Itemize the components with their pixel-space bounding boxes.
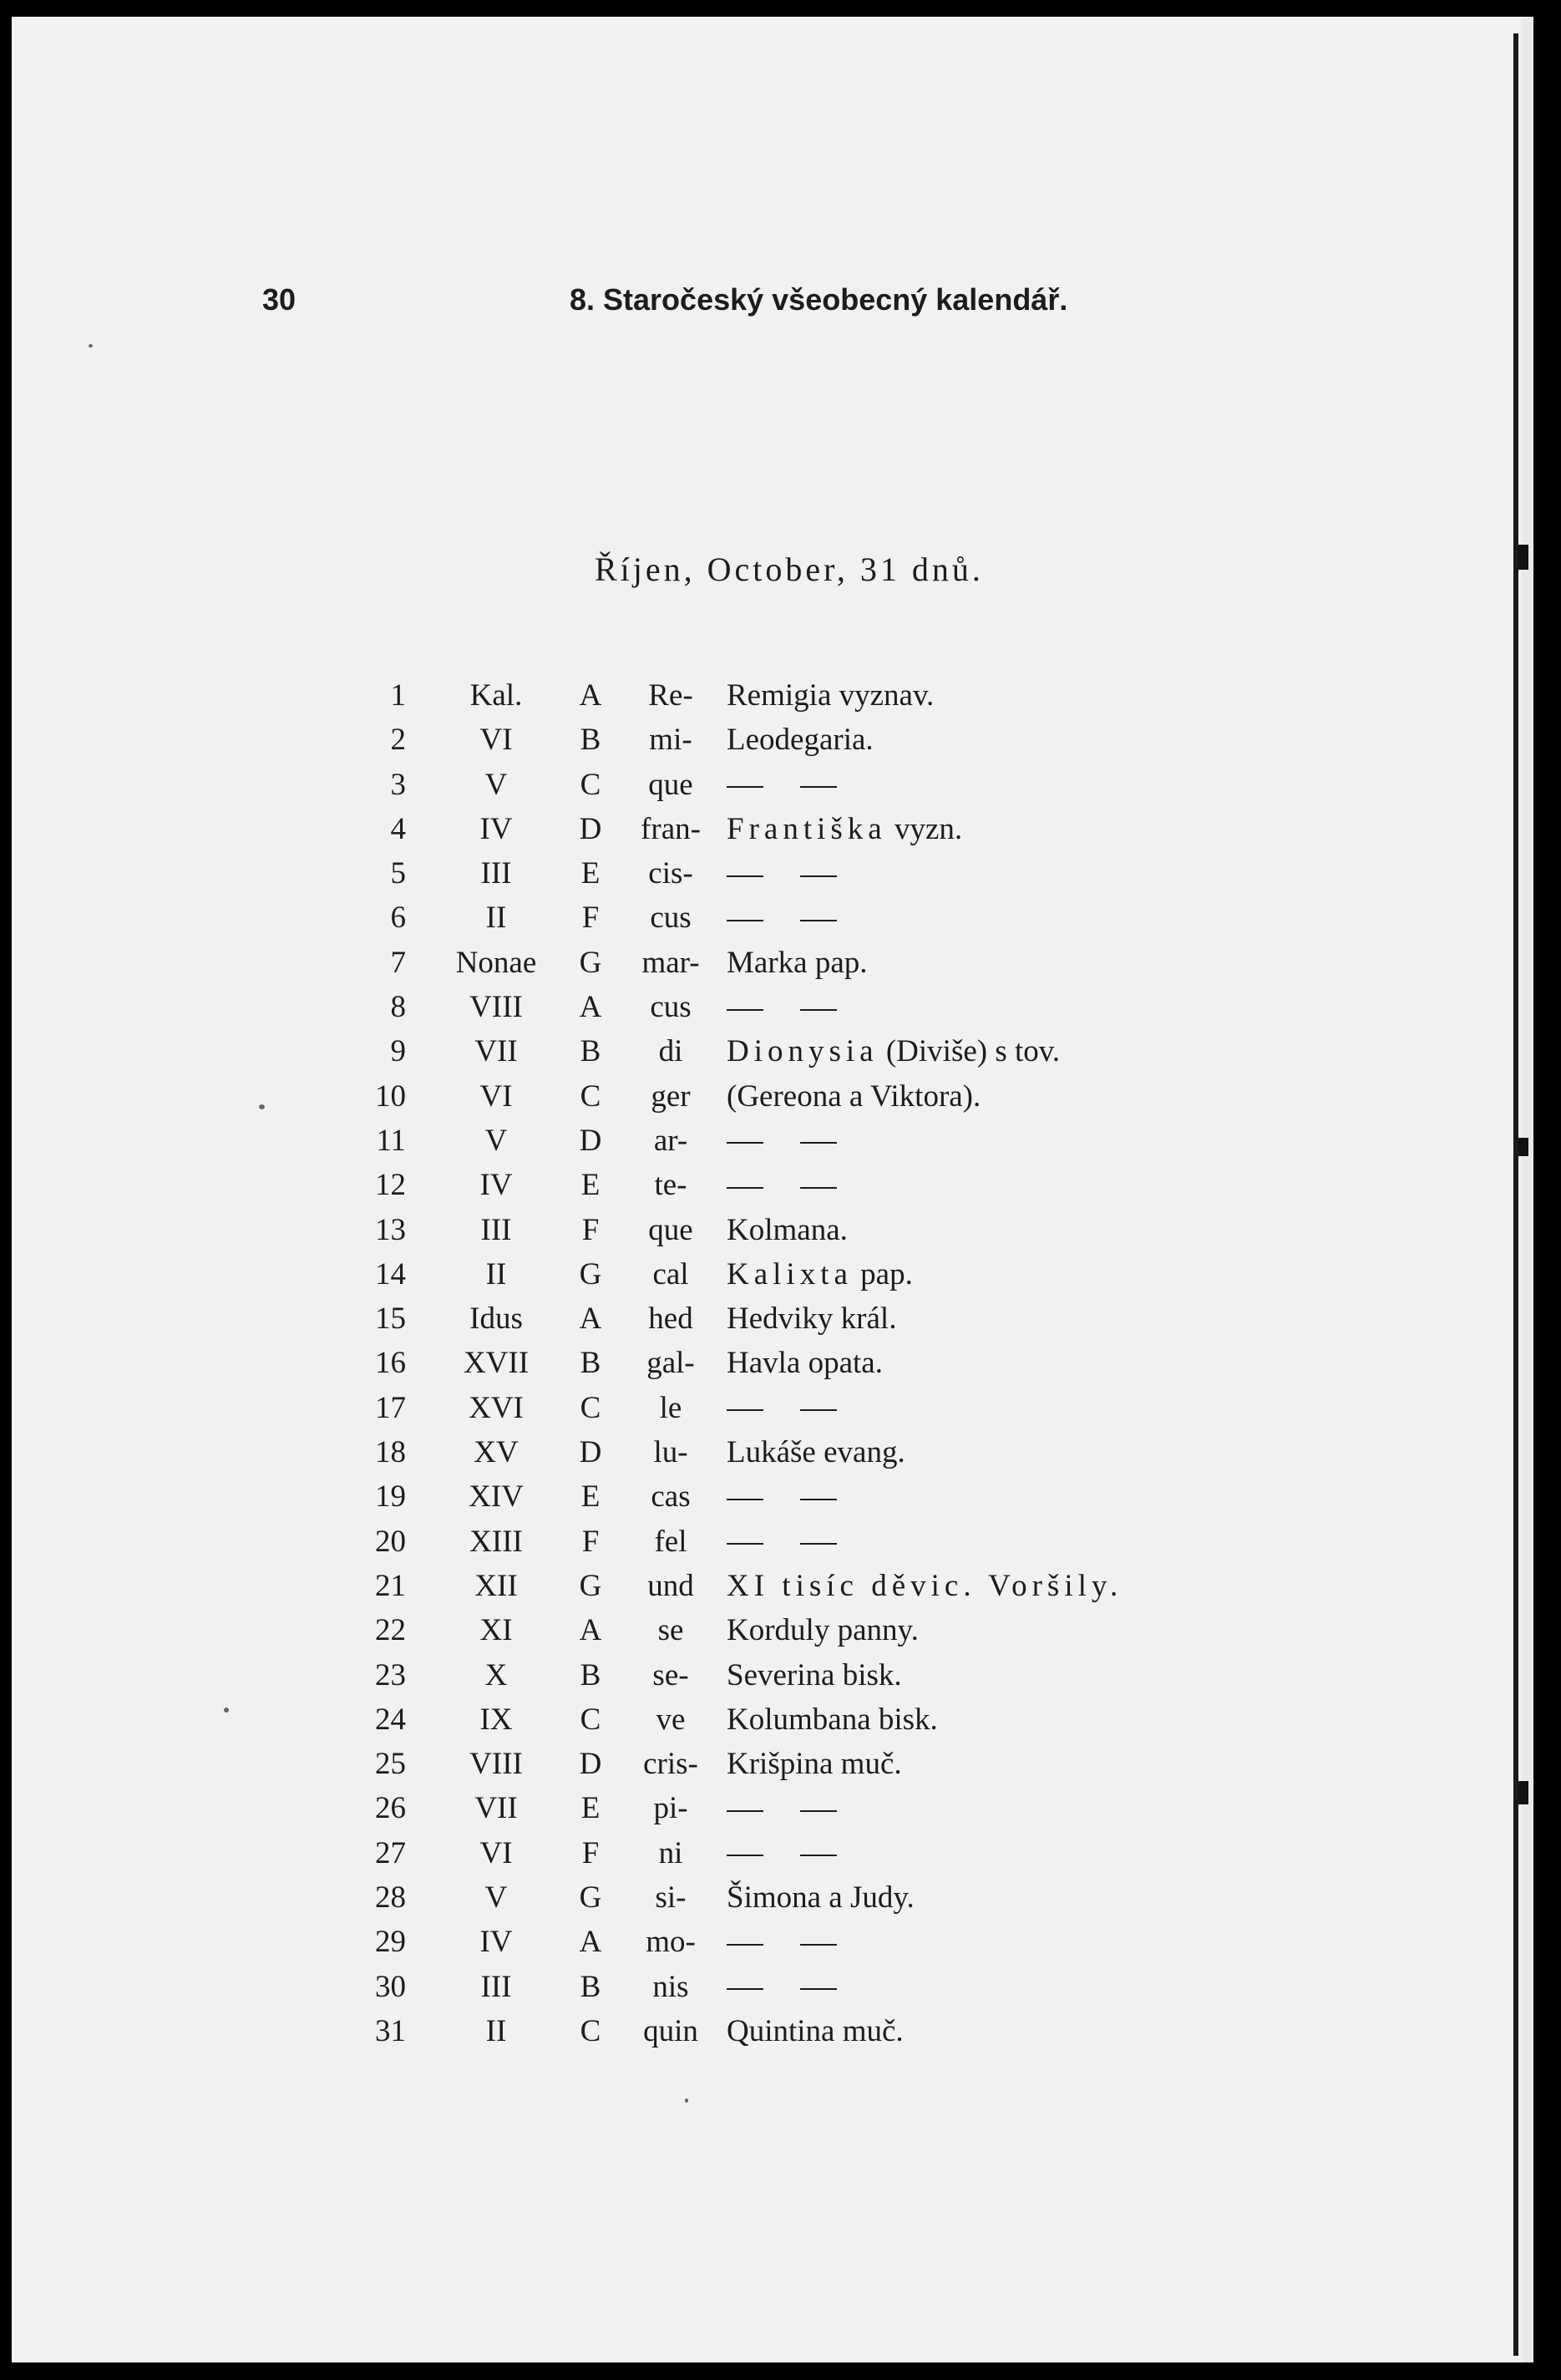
cisiojanus-syllable: Re- [648, 678, 693, 713]
day-number: 26 [375, 1791, 406, 1826]
day-number: 27 [375, 1835, 406, 1870]
cisiojanus-syllable: gal- [646, 1346, 695, 1381]
roman-date: III [480, 856, 512, 891]
roman-date: XI [479, 1613, 513, 1648]
ditto-dash [727, 786, 763, 788]
calendar-row [346, 1208, 1265, 1252]
ditto-dash [800, 1543, 837, 1545]
saint-name-text: Šimona a Judy. [727, 1880, 915, 1916]
dominical-letter: E [580, 856, 601, 891]
cisiojanus-syllable: fel [654, 1524, 687, 1559]
roman-date: V [484, 767, 508, 802]
cisiojanus-syllable: di [658, 1034, 683, 1069]
calendar-table [346, 673, 1265, 2053]
roman-date: VII [474, 1791, 518, 1826]
dominical-letter: C [580, 1702, 601, 1737]
saint-name [727, 1297, 896, 1341]
roman-date: VIII [469, 990, 523, 1025]
ditto-dash [727, 1543, 763, 1545]
cisiojanus-syllable: se [657, 1613, 684, 1648]
dominical-letter: E [580, 1168, 601, 1203]
dominical-letter: C [580, 2013, 601, 2048]
day-number: 6 [390, 901, 406, 936]
ditto-dash [800, 875, 837, 877]
ditto-dash [727, 875, 763, 877]
roman-date: XVI [469, 1390, 524, 1425]
dominical-letter: E [580, 1791, 601, 1826]
dominical-letter: F [581, 1212, 600, 1247]
day-number: 31 [375, 2013, 406, 2048]
day-number: 13 [375, 1212, 406, 1247]
calendar-row [346, 1119, 1265, 1163]
saint-name [727, 1520, 837, 1564]
saint-name-spaced: Františka [727, 811, 887, 846]
day-number: 8 [390, 990, 406, 1025]
roman-date: VIII [469, 1747, 523, 1782]
calendar-row [346, 1520, 1265, 1564]
saint-name [727, 1474, 837, 1519]
page-edge-mark [1518, 1781, 1528, 1804]
calendar-row [346, 807, 1265, 851]
cisiojanus-syllable: cis- [648, 856, 693, 891]
saint-name [727, 1965, 837, 2009]
day-number: 4 [390, 811, 406, 846]
cisiojanus-syllable: cus [650, 901, 692, 936]
saint-name-text: Remigia vyznav. [727, 678, 935, 713]
saint-name [727, 1697, 938, 1742]
saint-name-text: (Gereona a Viktora). [727, 1078, 981, 1114]
dominical-letter: D [579, 1435, 602, 1470]
roman-date: Nonae [455, 945, 537, 980]
calendar-row [346, 1697, 1265, 1742]
cisiojanus-syllable: se- [652, 1657, 689, 1692]
saint-name-text: Severina bisk. [727, 1657, 902, 1692]
saint-name-text: Kolmana. [727, 1212, 848, 1247]
saint-name-text: pap. [860, 1256, 913, 1291]
roman-date: VI [479, 1078, 513, 1114]
day-number: 28 [375, 1880, 406, 1916]
saint-name [727, 1608, 919, 1652]
calendar-row [346, 673, 1265, 718]
saint-name [727, 807, 962, 851]
calendar-row [346, 896, 1265, 940]
calendar-row [346, 985, 1265, 1029]
roman-date: XVII [463, 1346, 530, 1381]
page-edge [1522, 17, 1533, 2362]
saint-name [727, 673, 934, 718]
day-number: 16 [375, 1346, 406, 1381]
saint-name [727, 1252, 913, 1297]
saint-name-text: vyzn. [894, 811, 963, 846]
roman-date: XII [474, 1568, 518, 1603]
day-number: 30 [375, 1969, 406, 2004]
calendar-row [346, 1875, 1265, 1920]
roman-date: IV [479, 1925, 513, 1960]
saint-name [727, 1341, 883, 1385]
saint-name-text: Marka pap. [727, 945, 868, 980]
dominical-letter: F [581, 1524, 600, 1559]
roman-date: XIII [469, 1524, 523, 1559]
saint-name [727, 1029, 1060, 1073]
calendar-row [346, 1074, 1265, 1119]
saint-name [727, 1430, 905, 1474]
cisiojanus-syllable: cas [651, 1479, 691, 1515]
calendar-row [346, 1831, 1265, 1875]
calendar-row [346, 1965, 1265, 2009]
cisiojanus-syllable: ve [656, 1702, 686, 1737]
cisiojanus-syllable: pi- [653, 1791, 688, 1826]
calendar-row [346, 1163, 1265, 1207]
cisiojanus-syllable: und [647, 1568, 694, 1603]
calendar-row [346, 1386, 1265, 1430]
dominical-letter: G [579, 1880, 602, 1916]
saint-name-text: Korduly panny. [727, 1613, 919, 1648]
ditto-dash [800, 1988, 837, 1990]
day-number: 19 [375, 1479, 406, 1515]
dominical-letter: C [580, 1390, 601, 1425]
day-number: 10 [375, 1078, 406, 1114]
dominical-letter: G [579, 1568, 602, 1603]
dominical-letter: B [580, 1346, 601, 1381]
dominical-letter: D [579, 811, 602, 846]
calendar-row [346, 718, 1265, 762]
saint-name-text: Kolumbana bisk. [727, 1702, 938, 1737]
calendar-row [346, 1474, 1265, 1519]
calendar-row [346, 1430, 1265, 1474]
calendar-row [346, 1786, 1265, 1830]
day-number: 5 [390, 856, 406, 891]
day-number: 12 [375, 1168, 406, 1203]
saint-name-text: Hedviky král. [727, 1302, 897, 1337]
ditto-dash [800, 1187, 837, 1189]
cisiojanus-syllable: te- [654, 1168, 687, 1203]
calendar-row [346, 1341, 1265, 1385]
roman-date: VII [474, 1034, 518, 1069]
saint-name [727, 1163, 837, 1207]
day-number: 11 [376, 1123, 406, 1158]
page-edge-mark [1518, 545, 1528, 570]
dominical-letter: E [580, 1479, 601, 1515]
saint-name-spaced: XI tisíc děvic. Voršily. [727, 1568, 1123, 1603]
roman-date: X [484, 1657, 508, 1692]
calendar-row [346, 941, 1265, 985]
saint-name-text: Quintina muč. [727, 2013, 904, 2048]
cisiojanus-syllable: quin [643, 2013, 698, 2048]
saint-name-text: Lukáše evang. [727, 1435, 905, 1470]
roman-date: V [484, 1880, 508, 1916]
calendar-row [346, 2009, 1265, 2053]
roman-date: II [485, 1256, 507, 1291]
calendar-row [346, 851, 1265, 896]
page-edge-mark [1518, 1138, 1528, 1156]
ditto-dash [800, 1810, 837, 1812]
roman-date: VI [479, 723, 513, 758]
day-number: 18 [375, 1435, 406, 1470]
day-number: 25 [375, 1747, 406, 1782]
calendar-row [346, 1608, 1265, 1652]
ditto-dash [727, 1142, 763, 1144]
cisiojanus-syllable: que [648, 767, 693, 802]
roman-date: Idus [469, 1302, 523, 1337]
ditto-dash [727, 1855, 763, 1856]
saint-name [727, 1564, 1123, 1608]
day-number: 29 [375, 1925, 406, 1960]
day-number: 17 [375, 1390, 406, 1425]
day-number: 14 [375, 1256, 406, 1291]
dominical-letter: F [581, 901, 600, 936]
saint-name [727, 1920, 837, 1964]
saint-name [727, 1208, 848, 1252]
cisiojanus-syllable: lu- [653, 1435, 688, 1470]
ditto-dash [800, 1944, 837, 1946]
saint-name [727, 1119, 837, 1163]
saint-name [727, 1742, 902, 1786]
day-number: 7 [390, 945, 406, 980]
ditto-dash [800, 1142, 837, 1144]
saint-name [727, 941, 868, 985]
roman-date: III [480, 1969, 512, 2004]
saint-name [727, 1386, 837, 1430]
dominical-letter: A [579, 1925, 602, 1960]
saint-name [727, 896, 837, 940]
dominical-letter: B [580, 723, 601, 758]
saint-name-text: Krišpina muč. [727, 1747, 902, 1782]
day-number: 20 [375, 1524, 406, 1559]
roman-date: III [480, 1212, 512, 1247]
day-number: 9 [390, 1034, 406, 1069]
saint-name [727, 985, 837, 1029]
ditto-dash [800, 920, 837, 921]
day-number: 22 [375, 1613, 406, 1648]
ditto-dash [727, 1409, 763, 1411]
cisiojanus-syllable: cus [650, 990, 692, 1025]
ink-speck [259, 1104, 265, 1109]
saint-name [727, 2009, 904, 2053]
saint-name-spaced: Kalixta [727, 1256, 853, 1291]
ditto-dash [800, 1855, 837, 1856]
calendar-row [346, 1653, 1265, 1697]
saint-name-spaced: Dionysia [727, 1034, 879, 1069]
saint-name-text: Leodegaria. [727, 723, 874, 758]
cisiojanus-syllable: cal [652, 1256, 689, 1291]
page-number: 30 [262, 282, 296, 317]
calendar-row [346, 1920, 1265, 1964]
dominical-letter: B [580, 1657, 601, 1692]
dominical-letter: G [579, 1256, 602, 1291]
ditto-dash [727, 1009, 763, 1011]
cisiojanus-syllable: mi- [649, 723, 692, 758]
ink-speck [224, 1708, 229, 1713]
month-title: Říjen, October, 31 dnů. [595, 551, 984, 588]
day-number: 21 [375, 1568, 406, 1603]
saint-name [727, 763, 837, 807]
saint-name [727, 851, 837, 896]
saint-name [727, 718, 874, 762]
roman-date: II [485, 2013, 507, 2048]
cisiojanus-syllable: le [659, 1390, 682, 1425]
calendar-row [346, 1564, 1265, 1608]
cisiojanus-syllable: ger [651, 1078, 691, 1114]
cisiojanus-syllable: si- [655, 1880, 687, 1916]
book-page [12, 17, 1522, 2362]
dominical-letter: C [580, 767, 601, 802]
dominical-letter: A [579, 1613, 602, 1648]
roman-date: V [484, 1123, 508, 1158]
saint-name [727, 1786, 837, 1830]
dominical-letter: B [580, 1969, 601, 2004]
saint-name [727, 1831, 837, 1875]
cisiojanus-syllable: cris- [643, 1747, 698, 1782]
dominical-letter: C [580, 1078, 601, 1114]
roman-date: IX [479, 1702, 513, 1737]
ditto-dash [800, 786, 837, 788]
saint-name [727, 1875, 915, 1920]
calendar-row [346, 763, 1265, 807]
calendar-row [346, 1252, 1265, 1297]
dominical-letter: A [579, 1302, 602, 1337]
day-number: 3 [390, 767, 406, 802]
ink-speck [89, 344, 93, 348]
roman-date: IV [479, 1168, 513, 1203]
dominical-letter: F [581, 1835, 600, 1870]
ditto-dash [727, 1810, 763, 1812]
cisiojanus-syllable: ar- [653, 1123, 688, 1158]
calendar-row [346, 1029, 1265, 1073]
page-edge-shadow [1513, 33, 1518, 2356]
day-number: 15 [375, 1302, 406, 1337]
saint-name [727, 1074, 981, 1119]
roman-date: XV [474, 1435, 519, 1470]
roman-date: XIV [469, 1479, 524, 1515]
cisiojanus-syllable: nis [652, 1969, 689, 2004]
saint-name-text: Havla opata. [727, 1346, 883, 1381]
roman-date: II [485, 901, 507, 936]
ditto-dash [727, 1988, 763, 1990]
dominical-letter: D [579, 1747, 602, 1782]
calendar-row [346, 1297, 1265, 1341]
dominical-letter: A [579, 678, 602, 713]
roman-date: Kal. [469, 678, 523, 713]
running-title: 8. Staročeský všeobecný kalendář. [570, 282, 1068, 317]
day-number: 24 [375, 1702, 406, 1737]
day-number: 1 [390, 678, 406, 713]
cisiojanus-syllable: mar- [641, 945, 700, 980]
saint-name [727, 1653, 902, 1697]
dominical-letter: G [579, 945, 602, 980]
cisiojanus-syllable: hed [648, 1302, 693, 1337]
day-number: 23 [375, 1657, 406, 1692]
ditto-dash [727, 1499, 763, 1500]
ditto-dash [727, 1187, 763, 1189]
ditto-dash [727, 1944, 763, 1946]
dominical-letter: B [580, 1034, 601, 1069]
saint-name-text: (Diviše) s tov. [885, 1034, 1061, 1069]
dominical-letter: A [579, 990, 602, 1025]
roman-date: VI [479, 1835, 513, 1870]
ditto-dash [800, 1009, 837, 1011]
ditto-dash [727, 920, 763, 921]
calendar-row [346, 1742, 1265, 1786]
cisiojanus-syllable: fran- [641, 811, 701, 846]
ditto-dash [800, 1409, 837, 1411]
cisiojanus-syllable: mo- [646, 1925, 696, 1960]
roman-date: IV [479, 811, 513, 846]
cisiojanus-syllable: que [648, 1212, 693, 1247]
ditto-dash [800, 1499, 837, 1500]
day-number: 2 [390, 723, 406, 758]
ink-speck [685, 2098, 688, 2103]
dominical-letter: D [579, 1123, 602, 1158]
cisiojanus-syllable: ni [658, 1835, 683, 1870]
